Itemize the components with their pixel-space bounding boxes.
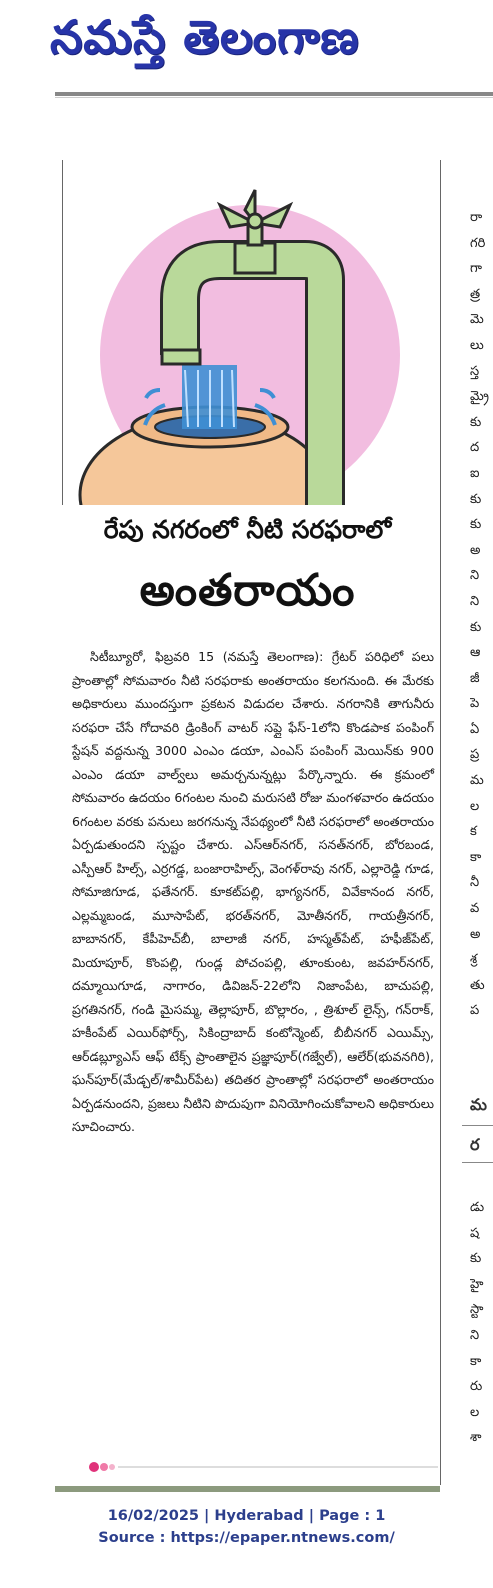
adjacent-column-line: కా: [470, 849, 482, 865]
headline-main: అంతరాయం: [139, 565, 356, 616]
adjacent-column-line: శ్ర: [470, 952, 478, 968]
adjacent-column-line: ప్ర: [470, 747, 480, 763]
adjacent-column-line: గరి: [470, 235, 486, 251]
adjacent-column-line: క: [470, 824, 477, 840]
adjacent-column-line: కా: [470, 1353, 482, 1369]
adjacent-column-line: జీ: [470, 670, 480, 686]
adjacent-column-line: మె: [470, 312, 484, 328]
next-article-photo-strip: [55, 1486, 440, 1492]
tap-spout-ring: [162, 350, 200, 364]
adjacent-column-line: త్ర: [470, 286, 481, 302]
tap-water-illustration: [70, 165, 430, 505]
adjacent-column-line: రు: [470, 1379, 483, 1395]
adjacent-column-line: ల: [470, 798, 480, 814]
adjacent-column-line: డు: [470, 1200, 485, 1215]
article-body: [72, 645, 434, 1139]
side-rule-2: [462, 1162, 493, 1163]
adjacent-column-line: మ్రై: [470, 389, 490, 405]
column-rule-left: [62, 160, 63, 505]
adjacent-column-line: ని: [470, 568, 480, 584]
adjacent-column-line: అ: [470, 926, 481, 942]
adjacent-column-line: అ: [470, 542, 481, 558]
adjacent-column-line: కు: [470, 1251, 482, 1267]
adjacent-column-line: గా: [470, 261, 482, 277]
adjacent-column-line: ఆ: [470, 645, 481, 661]
adjacent-column-line: హై: [470, 1276, 484, 1292]
article-paragraph: సిటీబ్యూరో, ఫిబ్రవరి 15 (నమస్తే తెలంగాణ): గ్రేటర్ పరిధిలో పలు ప్రాంతాల్లో సోమవారం నీటి సరఫరాకు అంతరాయం కలగనుంది. ఈ మేరకు అధికారులు ముందస్తుగా ప్రకటన విడుదల చేశారు. నగరానికి తాగునీరు సరఫరా చేసే గోదావరి డ్రింకింగ్ వాటర్ సప్లై ఫేస్-1లోని కొండపాక పంపింగ్ స్టేషన్ వద్దనున్న 3000 ఎంఎం డయా, ఎంఎస్ పంపింగ్ మెయిన్‌కు 900 ఎంఎం డయా వాల్వ్‌లు అమర్చనున్నట్లు పేర్కొన్నారు. ఈ క్రమంలో సోమవారం ఉదయం 6గంటల నుంచి మరుసటి రోజు మంగళవారం ఉదయం 6గంటల వరకు పనులు జరగనున్న నేపథ్యంలో నీటి సరఫరాలో అంతరాయం ఏర్పడుతుందని స్పష్టం చేశారు. ఎస్ఆర్‌నగర్, సనత్‌నగర్, బోరబండ, ఎస్పీఆర్ హిల్స్, ఎర్రగడ్డ, బంజారాహిల్స్, వెంగళ్‌రావు నగర్, ఎల్లారెడ్డి గూడ, సోమాజిగూడ, ఫతేనగర్. కూకట్‌పల్లి, భాగ్యనగర్, వివేకానంద నగర్, ఎల్లమ్మబండ, మూసాపేట్, భరత్‌నగర్, మోతీనగర్, గాయత్రీనగర్, బాబానగర్, కేపీహెచ్‌బీ, బాలాజీ నగర్, హస్మత్‌పేట్, హఫీజ్‌పేట్, మియాపూర్, కొంపల్లి, గుండ్ల పోచంపల్లి, తూంకుంట, జవహర్‌నగర్, దమ్మాయిగూడ, నాగారం, డివిజన్-22లోని నిజాంపేట, బాచుపల్లి, ప్రగతినగర్, గండి మైసమ్మ, తెల్లాపూర్, బొల్లారం, , త్రిశూల్ లైన్స్, గన్‌రాక్, హకీంపేట్ ఎయిర్‌ఫోర్స్, సికింద్రాబాద్ కంటోన్మెంట్, బీబీనగర్ ఎయిమ్స్, ఆర్‌డబ్ల్యూఎస్ ఆఫ్ టేక్స్ ప్రాంతాలైన ప్రజ్ఞాపూర్(గజ్వేల్), ఆలేర్(భువనగిరి), ఘన్‌పూర్(మేడ్చల్/శామీర్‌పేట) తదితర ప్రాంతాల్లో సరఫరాలో అంతరాయం ఏర్పడనుందని, ప్రజలు నీటిని పొదుపుగా వినియోగించుకోవాలని అధికారులు సూచించారు.: [72, 649, 434, 1134]
adjacent-column-line: పె: [470, 696, 480, 712]
adjacent-column-line: వ: [470, 901, 480, 917]
headline-kicker: రేపు నగరంలో నీటి సరఫరాలో: [103, 515, 392, 544]
adjacent-column-line: కు: [470, 414, 482, 430]
adjacent-column-line: స్త: [470, 363, 480, 379]
adjacent-column-line: రా: [470, 210, 483, 225]
article-end-marker: [88, 1458, 438, 1470]
end-dot-3: [109, 1464, 115, 1470]
adjacent-column-line: స్టా: [470, 1302, 484, 1318]
adjacent-column-line: లు: [470, 337, 484, 353]
side-rule: [462, 1125, 493, 1126]
adjacent-column-line: ల: [470, 1404, 480, 1420]
adjacent-column-line: నీ: [470, 875, 480, 891]
adjacent-column-line: కు: [470, 619, 482, 635]
footer-date-line: 16/02/2025 | Hyderabad | Page : 1: [107, 1508, 386, 1524]
tap-illustration-svg: [70, 165, 430, 505]
adjacent-column-line: ఐ: [470, 465, 480, 481]
masthead-title: నమస్తే తెలంగాణ: [50, 10, 360, 64]
end-dot-1: [89, 1462, 99, 1472]
adjacent-subheading-2: ర: [470, 1135, 480, 1154]
tap-valve-body: [235, 243, 275, 273]
adjacent-subheading-1: మ: [470, 1095, 487, 1114]
end-dot-2: [100, 1463, 108, 1471]
adjacent-column-line: ని: [470, 593, 480, 609]
masthead-rule: [55, 92, 493, 96]
adjacent-column-line: కు: [470, 491, 482, 507]
adjacent-column-text: [470, 205, 493, 1085]
adjacent-column-line: శా: [470, 1430, 482, 1446]
adjacent-column-line: ఏ: [470, 721, 480, 737]
adjacent-column-line: ద: [470, 440, 480, 456]
adjacent-column-line: కు: [470, 517, 482, 533]
adjacent-column-text-lower: [470, 1195, 493, 1495]
adjacent-column-line: ప: [470, 1003, 480, 1019]
adjacent-column-line: ని: [470, 1327, 480, 1343]
masthead: [0, 0, 493, 95]
adjacent-column-line: తు: [470, 977, 485, 993]
column-rule-right: [440, 160, 441, 1485]
adjacent-column-line: మ: [470, 773, 484, 789]
footer-source-line: Source : https://epaper.ntnews.com/: [98, 1530, 395, 1546]
adjacent-column-line: ష: [470, 1225, 480, 1241]
masthead-rule-thin: [55, 97, 493, 98]
